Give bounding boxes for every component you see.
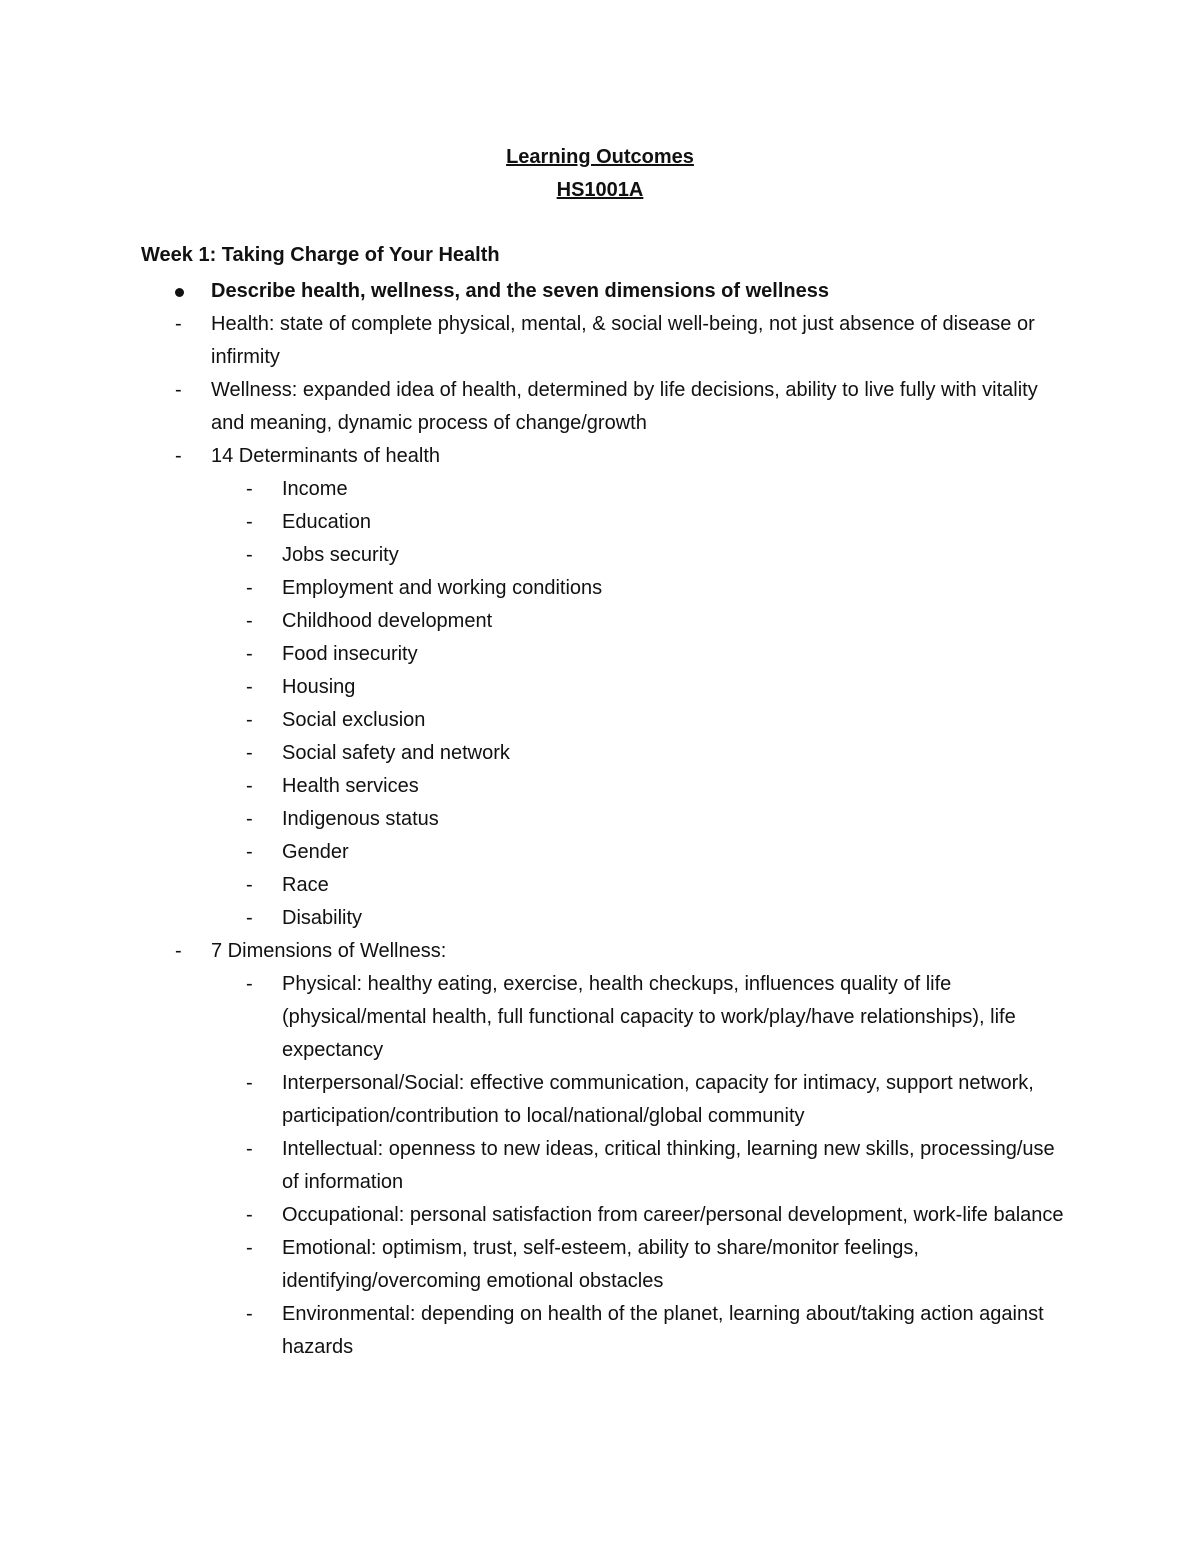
determinant-item bbox=[0, 473, 1200, 506]
document-title: Learning Outcomes bbox=[506, 146, 694, 168]
dash-icon: - bbox=[246, 1303, 253, 1325]
determinant-text: Income bbox=[282, 478, 348, 500]
dimension-text: Interpersonal/Social: effective communication, capacity for intimacy, support network, participation/contribution to local/national/global community bbox=[282, 1072, 1034, 1127]
dimensions-heading: 7 Dimensions of Wellness: bbox=[211, 940, 447, 962]
dash-icon: - bbox=[246, 775, 253, 797]
dash-icon: - bbox=[246, 610, 253, 632]
dash-icon: - bbox=[175, 445, 182, 467]
determinant-item bbox=[0, 539, 1200, 572]
determinant-item bbox=[0, 737, 1200, 770]
determinant-item bbox=[0, 803, 1200, 836]
dash-icon: - bbox=[246, 874, 253, 896]
dimension-item bbox=[0, 1298, 1200, 1364]
determinant-item bbox=[0, 869, 1200, 902]
dimension-text: Physical: healthy eating, exercise, health checkups, influences quality of life (physical/mental health, full functional capacity to work/play/have relationships), life expectancy bbox=[282, 973, 1016, 1061]
determinant-text: Social exclusion bbox=[282, 709, 426, 731]
dash-icon: - bbox=[246, 841, 253, 863]
dimension-item bbox=[0, 1199, 1200, 1232]
determinant-text: Employment and working conditions bbox=[282, 577, 603, 599]
dash-icon: - bbox=[246, 907, 253, 929]
dash-icon: - bbox=[246, 544, 253, 566]
health-definition: Health: state of complete physical, mental, & social well-being, not just absence of disease or infirmity bbox=[211, 313, 1035, 368]
determinant-item bbox=[0, 836, 1200, 869]
dimension-item bbox=[0, 968, 1200, 1067]
determinant-item bbox=[0, 506, 1200, 539]
objective-text: Describe health, wellness, and the seven dimensions of wellness bbox=[211, 280, 829, 302]
week-heading: Week 1: Taking Charge of Your Health bbox=[141, 244, 500, 266]
determinant-text: Food insecurity bbox=[282, 643, 418, 665]
determinant-item bbox=[0, 770, 1200, 803]
determinant-text: Health services bbox=[282, 775, 419, 797]
list-item bbox=[0, 374, 1200, 440]
list-item bbox=[0, 935, 1200, 968]
dimension-item bbox=[0, 1067, 1200, 1133]
determinant-text: Jobs security bbox=[282, 544, 399, 566]
dash-icon: - bbox=[246, 643, 253, 665]
dimension-text: Intellectual: openness to new ideas, critical thinking, learning new skills, processing/use of information bbox=[282, 1138, 1055, 1193]
determinant-text: Childhood development bbox=[282, 610, 493, 632]
determinant-text: Indigenous status bbox=[282, 808, 439, 830]
dimension-item bbox=[0, 1133, 1200, 1199]
dash-icon: - bbox=[246, 577, 253, 599]
determinant-item bbox=[0, 902, 1200, 935]
determinant-text: Race bbox=[282, 874, 329, 896]
determinant-text: Housing bbox=[282, 676, 356, 698]
dimension-text: Emotional: optimism, trust, self-esteem, ability to share/monitor feelings, identifying/overcoming emotional obstacles bbox=[282, 1237, 919, 1292]
dash-icon: - bbox=[246, 742, 253, 764]
dimension-text: Occupational: personal satisfaction from career/personal development, work-life balance bbox=[282, 1204, 1064, 1226]
determinant-text: Education bbox=[282, 511, 371, 533]
determinant-item bbox=[0, 704, 1200, 737]
objective-item bbox=[0, 275, 1200, 308]
dash-icon: - bbox=[175, 940, 182, 962]
course-code: HS1001A bbox=[556, 179, 644, 201]
determinant-item bbox=[0, 605, 1200, 638]
dash-icon: - bbox=[246, 1237, 253, 1259]
dash-icon: - bbox=[246, 478, 253, 500]
determinant-text: Disability bbox=[282, 907, 363, 929]
dash-icon: - bbox=[246, 1138, 253, 1160]
outline bbox=[0, 275, 1200, 1364]
dimension-text: Environmental: depending on health of the planet, learning about/taking action against hazards bbox=[282, 1303, 1044, 1358]
determinant-text: Social safety and network bbox=[282, 742, 510, 764]
dash-icon: - bbox=[246, 973, 253, 995]
determinant-item bbox=[0, 572, 1200, 605]
determinant-item bbox=[0, 638, 1200, 671]
determinant-text: Gender bbox=[282, 841, 349, 863]
list-item bbox=[0, 308, 1200, 374]
dash-icon: - bbox=[246, 1072, 253, 1094]
list-item bbox=[0, 440, 1200, 473]
dash-icon: - bbox=[246, 709, 253, 731]
dimension-item bbox=[0, 1232, 1200, 1298]
dash-icon: - bbox=[246, 1204, 253, 1226]
dash-icon: - bbox=[246, 808, 253, 830]
bullet-icon bbox=[175, 275, 195, 308]
determinants-heading: 14 Determinants of health bbox=[211, 445, 441, 467]
dash-icon: - bbox=[246, 676, 253, 698]
dash-icon: - bbox=[175, 379, 182, 401]
wellness-definition: Wellness: expanded idea of health, determined by life decisions, ability to live fully with vitality and meaning, dynamic process of change/growth bbox=[211, 379, 1038, 434]
dash-icon: - bbox=[246, 511, 253, 533]
determinant-item bbox=[0, 671, 1200, 704]
dash-icon: - bbox=[175, 313, 182, 335]
